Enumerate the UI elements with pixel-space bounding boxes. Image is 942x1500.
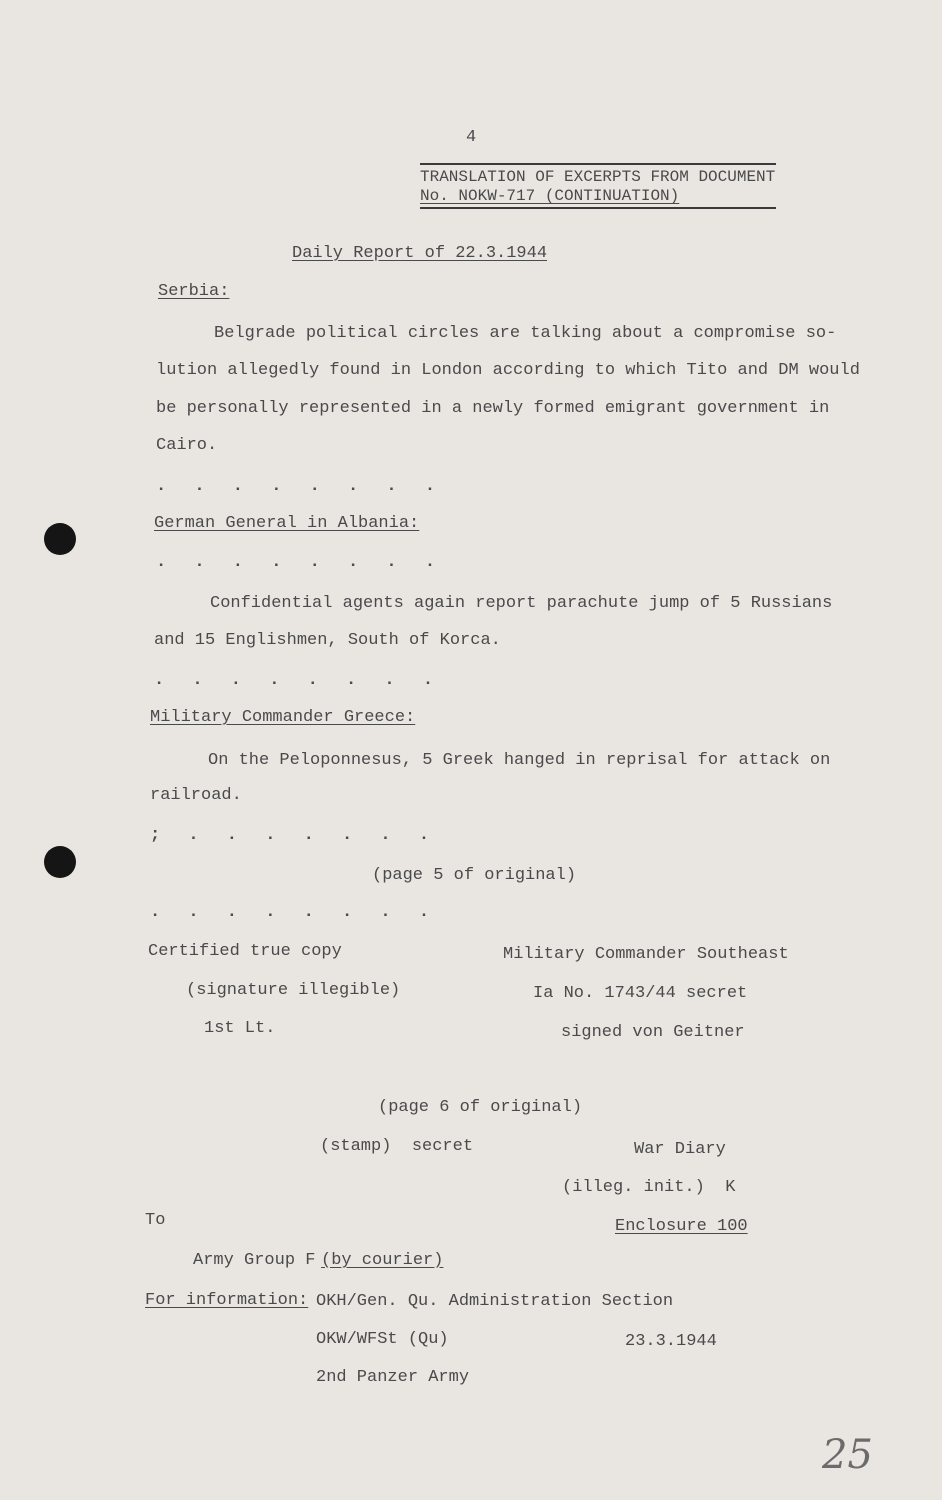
cert-left-line3: 1st Lt. [204,1019,276,1038]
serbia-heading: Serbia: [158,282,230,301]
cert-right-line2: Ia No. 1743/44 secret [533,984,748,1003]
enclosure-number: Enclosure 100 [615,1217,748,1236]
albania-line1: Confidential agents again report parachute jump of 5 Russians [210,594,833,613]
cert-left-line2: (signature illegible) [186,981,401,1000]
page6-marker: (page 6 of original) [378,1098,583,1117]
handwritten-page-number: 25 [822,1432,873,1478]
header-title-line2: No. NOKW-717 (CONTINUATION) [420,187,680,205]
header-rule-bottom [420,207,776,209]
ellipsis-5: . . . . . . . . [150,903,439,922]
serbia-line3: be personally represented in a newly formed emigrant government in [156,399,830,418]
cert-right-line1: Military Commander Southeast [503,945,789,964]
ellipsis-1: . . . . . . . . [156,477,445,496]
punch-hole-lower [44,846,76,878]
serbia-line2: lution allegedly found in London according to which Tito and DM would [156,361,860,380]
ellipsis-4: ; . . . . . . . [150,826,439,845]
punch-hole-upper [44,523,76,555]
page5-marker: (page 5 of original) [372,866,577,885]
by-courier: (by courier) [321,1251,444,1270]
albania-heading: German General in Albania: [154,514,420,533]
serbia-line1: Belgrade political circles are talking about a compromise so- [214,324,837,343]
war-diary-stamp: War Diary [634,1140,726,1159]
stamp-secret: (stamp) secret [320,1137,474,1156]
page-number: 4 [466,128,477,147]
recipient-okw: OKW/WFSt (Qu) [316,1330,449,1349]
recipient-panzer-army: 2nd Panzer Army [316,1368,470,1387]
greece-line2: railroad. [150,786,242,805]
army-group-f: Army Group F [193,1251,316,1270]
serbia-line4: Cairo. [156,436,218,455]
header-rule-top [420,163,776,165]
greece-line1: On the Peloponnesus, 5 Greek hanged in reprisal for attack on [208,751,831,770]
header-title-line1: TRANSLATION OF EXCERPTS FROM DOCUMENT [420,168,776,186]
report-title: Daily Report of 22.3.1944 [292,244,548,263]
albania-line2: and 15 Englishmen, South of Korca. [154,631,501,650]
recipient-okh: OKH/Gen. Qu. Administration Section [316,1292,674,1311]
greece-heading: Military Commander Greece: [150,708,416,727]
illegible-initials: (illeg. init.) K [562,1178,736,1197]
cert-left-line1: Certified true copy [148,942,342,961]
for-information-label: For information: [145,1291,309,1310]
to-label: To [145,1211,166,1230]
ellipsis-3: . . . . . . . . [154,671,443,690]
document-date: 23.3.1944 [625,1332,717,1351]
ellipsis-2: . . . . . . . . [156,553,445,572]
cert-right-line3: signed von Geitner [561,1023,745,1042]
